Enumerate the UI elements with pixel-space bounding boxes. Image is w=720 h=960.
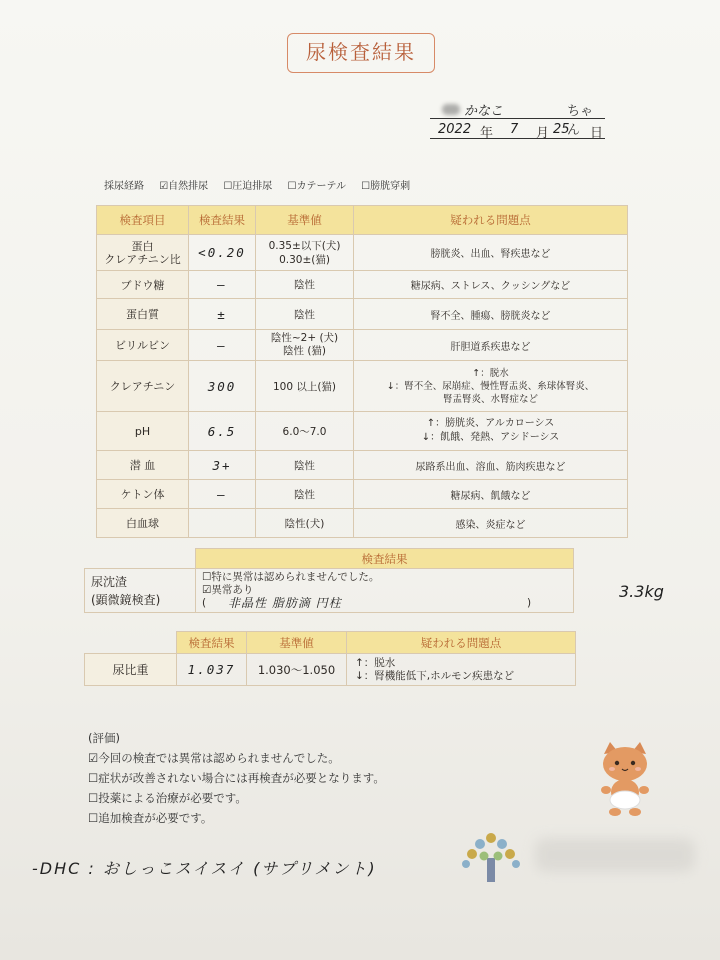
sediment-header-blank <box>85 549 196 569</box>
row-item: pH <box>97 412 189 451</box>
row-ref: 6.0〜7.0 <box>256 412 354 451</box>
table-row <box>97 361 628 412</box>
redacted-stamp <box>535 838 695 872</box>
row-item: 白血球 <box>97 509 189 538</box>
row-ref: 陰性 <box>256 480 354 509</box>
row-result: — <box>189 271 256 299</box>
row-result: 6.5 <box>189 412 256 451</box>
sg-ref: 1.030〜1.050 <box>247 654 347 686</box>
sediment-table <box>84 548 574 613</box>
specific-gravity-table <box>84 631 576 686</box>
sg-result: 1.037 <box>177 654 247 686</box>
row-item: クレアチニン <box>97 361 189 412</box>
date-underline <box>430 138 605 139</box>
table-row <box>97 451 628 480</box>
evaluation-item: ☐追加検査が必要です。 <box>88 811 213 825</box>
clinic-tree-logo-icon <box>460 828 522 884</box>
row-issues: 糖尿病、ストレス、クッシングなど <box>354 271 628 299</box>
evaluation-heading: (評価) <box>88 731 120 745</box>
sediment-header: 検査結果 <box>196 549 574 569</box>
row-item: 蛋白質 <box>97 299 189 330</box>
table-row <box>97 330 628 361</box>
header-issues: 疑われる問題点 <box>354 206 628 235</box>
table-row <box>97 509 628 538</box>
name-underline <box>430 118 605 119</box>
sg-header-issues: 疑われる問題点 <box>347 632 576 654</box>
collection-route <box>104 177 422 192</box>
route-option: ☑自然排尿 <box>159 181 209 192</box>
row-issues: 糖尿病、飢餓など <box>354 480 628 509</box>
row-ref: 陰性 <box>256 299 354 330</box>
row-result: ± <box>189 299 256 330</box>
sg-header-ref: 基準値 <box>247 632 347 654</box>
route-option: ☐膀胱穿刺 <box>361 181 411 192</box>
row-ref: 陰性(犬) <box>256 509 354 538</box>
row-item: ビリルビン <box>97 330 189 361</box>
date-month: 7 <box>510 122 519 137</box>
weight-note: 3.3kg <box>619 582 664 601</box>
row-ref: 陰性~2+ (犬) 陰性 (猫) <box>256 330 354 361</box>
date-year: 2022 <box>438 122 472 137</box>
header-ref: 基準値 <box>256 206 354 235</box>
main-results-table <box>96 205 628 538</box>
row-ref: 100 以上(猫) <box>256 361 354 412</box>
sg-header-blank <box>85 632 177 654</box>
table-row <box>97 480 628 509</box>
sediment-result <box>196 569 574 613</box>
evaluation-item: ☐投薬による治療が必要です。 <box>88 791 247 805</box>
row-result: <0.20 <box>189 235 256 271</box>
row-issues: 肝胆道系疾患など <box>354 330 628 361</box>
row-item: 潜 血 <box>97 451 189 480</box>
sediment-label: 尿沈渣 (顕微鏡検査) <box>85 569 196 613</box>
row-ref: 陰性 <box>256 451 354 480</box>
paren-close: ) <box>527 596 532 609</box>
row-result: — <box>189 330 256 361</box>
route-option: ☐カテーテル <box>287 181 346 192</box>
row-result: — <box>189 480 256 509</box>
row-result: 300 <box>189 361 256 412</box>
row-item: ブドウ糖 <box>97 271 189 299</box>
header-item: 検査項目 <box>97 206 189 235</box>
date-year-unit: 年 <box>480 126 494 141</box>
evaluation-item: ☑今回の検査では異常は認められませんでした。 <box>88 751 340 765</box>
row-item: ケトン体 <box>97 480 189 509</box>
evaluation-item: ☐症状が改善されない場合には再検査が必要となります。 <box>88 771 385 785</box>
route-option: ☐圧迫排尿 <box>223 181 273 192</box>
date-day: 25 <box>553 122 570 137</box>
row-result <box>189 509 256 538</box>
row-issues: ↑：膀胱炎、アルカローシス ↓：飢餓、発熱、アシドーシス <box>354 412 628 451</box>
redaction-blur <box>442 104 460 115</box>
patient-suffix: ちゃん <box>567 104 594 138</box>
date-day-unit: 日 <box>590 126 604 141</box>
table-row <box>85 654 576 686</box>
sediment-detail-line <box>202 597 573 611</box>
table-row <box>97 412 628 451</box>
page-title: 尿検査結果 <box>287 33 435 73</box>
sg-header-result: 検査結果 <box>177 632 247 654</box>
handwritten-note: -DHC : おしっこスイスイ (サプリメント) <box>32 859 377 878</box>
row-ref: 0.35±以下(犬) 0.30±(猫) <box>256 235 354 271</box>
row-issues: 腎不全、腫瘍、膀胱炎など <box>354 299 628 330</box>
table-row <box>97 235 628 271</box>
date-month-unit: 月 <box>536 126 550 141</box>
header-result: 検査結果 <box>189 206 256 235</box>
row-issues: 尿路系出血、溶血、筋肉疾患など <box>354 451 628 480</box>
row-result: 3+ <box>189 451 256 480</box>
sediment-detail: 非晶性 脂肪滴 円柱 <box>228 595 342 610</box>
sg-item: 尿比重 <box>85 654 177 686</box>
row-issues: 感染、炎症など <box>354 509 628 538</box>
cat-illustration-icon <box>598 740 652 818</box>
row-issues: ↑：脱水 ↓：腎不全、尿崩症、慢性腎盂炎、糸球体腎炎、 腎盂腎炎、水腎症など <box>354 361 628 412</box>
patient-name-text: かなこ <box>464 104 504 119</box>
row-issues: 膀胱炎、出血、腎疾患など <box>354 235 628 271</box>
row-item: 蛋白 クレアチニン比 <box>97 235 189 271</box>
row-ref: 陰性 <box>256 271 354 299</box>
option-abnormal: ☑異常あり <box>202 583 254 596</box>
table-row <box>97 299 628 330</box>
sg-issues: ↑：脱水 ↓：腎機能低下,ホルモン疾患など <box>347 654 576 686</box>
evaluation-section <box>88 728 385 828</box>
collection-label: 採尿経路 <box>104 181 144 192</box>
table-row <box>97 271 628 299</box>
paren-open: ( <box>202 596 207 609</box>
option-normal: ☐特に異常は認められませんでした。 <box>202 570 380 583</box>
